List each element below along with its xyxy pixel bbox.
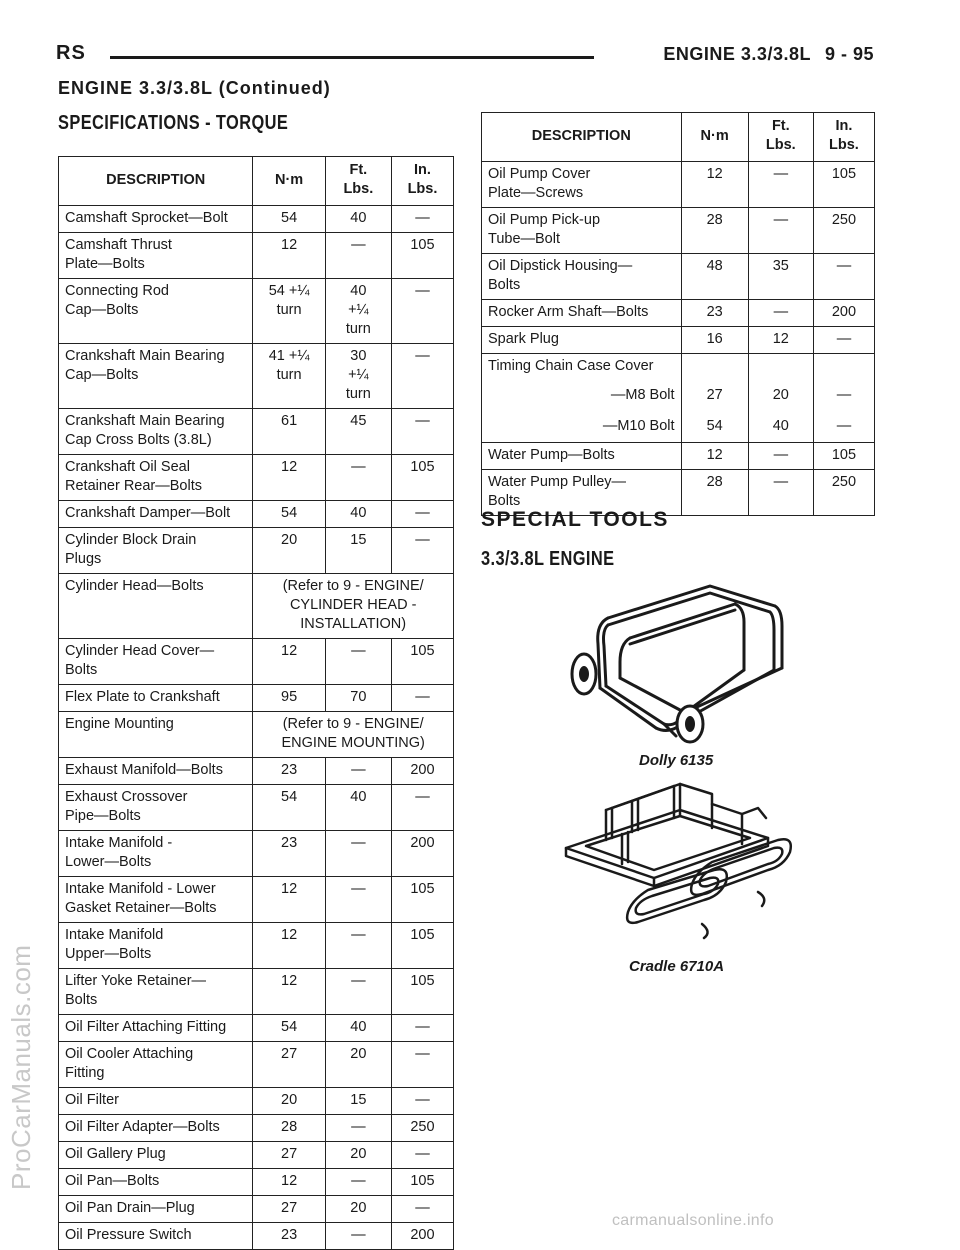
row-description: Oil Pan Drain—Plug [59, 1196, 253, 1223]
row-nm [681, 354, 748, 381]
row-description: Intake Manifold - Lower Gasket Retainer—Bolts [59, 877, 253, 923]
table-row [482, 354, 875, 381]
row-nm: 54 [681, 411, 748, 443]
table-row [59, 409, 454, 455]
row-ft-lbs: — [325, 455, 391, 501]
row-ft-lbs: — [748, 162, 813, 208]
table-row [59, 455, 454, 501]
row-ft-lbs: — [748, 470, 813, 516]
table-header-row [482, 113, 875, 162]
row-nm: 27 [253, 1142, 325, 1169]
row-ft-lbs: 12 [748, 327, 813, 354]
row-description: Camshaft Sprocket—Bolt [59, 206, 253, 233]
row-nm: 23 [681, 300, 748, 327]
row-description: —M8 Bolt [482, 380, 682, 411]
row-description: Lifter Yoke Retainer— Bolts [59, 969, 253, 1015]
row-in-lbs: 105 [391, 877, 453, 923]
row-ft-lbs: — [325, 758, 391, 785]
row-ft-lbs: — [748, 300, 813, 327]
row-in-lbs: — [391, 206, 453, 233]
row-in-lbs: — [813, 254, 874, 300]
row-in-lbs: — [391, 1088, 453, 1115]
row-in-lbs: 250 [391, 1115, 453, 1142]
row-in-lbs: 105 [391, 923, 453, 969]
row-description: Oil Filter Adapter—Bolts [59, 1115, 253, 1142]
torque-table-right [481, 112, 875, 516]
row-description: Spark Plug [482, 327, 682, 354]
row-description: —M10 Bolt [482, 411, 682, 443]
row-description: Crankshaft Oil Seal Retainer Rear—Bolts [59, 455, 253, 501]
row-description: Cylinder Head—Bolts [59, 574, 253, 639]
row-description: Intake Manifold Upper—Bolts [59, 923, 253, 969]
row-in-lbs: — [391, 1042, 453, 1088]
cradle-illustration-icon [562, 774, 802, 946]
row-ft-lbs: — [325, 923, 391, 969]
tool-caption: Cradle 6710A [629, 958, 725, 975]
col-description: DESCRIPTION [59, 157, 253, 206]
row-ft-lbs: — [325, 1169, 391, 1196]
row-description: Connecting Rod Cap—Bolts [59, 279, 253, 344]
torque-table-left [58, 156, 454, 1250]
col-ft-lbs: Ft. Lbs. [748, 113, 813, 162]
row-nm: 95 [253, 685, 325, 712]
table-header-row [59, 157, 454, 206]
table-row [482, 162, 875, 208]
row-nm: 61 [253, 409, 325, 455]
row-description: Intake Manifold - Lower—Bolts [59, 831, 253, 877]
row-in-lbs: 250 [813, 208, 874, 254]
row-nm: 12 [253, 455, 325, 501]
table-row [59, 1088, 454, 1115]
row-ft-lbs: — [325, 639, 391, 685]
row-in-lbs: — [391, 279, 453, 344]
table-row [482, 300, 875, 327]
row-description: Flex Plate to Crankshaft [59, 685, 253, 712]
engine-subtitle: 3.3/3.8L ENGINE [481, 548, 615, 570]
row-description: Cylinder Head Cover— Bolts [59, 639, 253, 685]
row-ft-lbs: 40 [325, 206, 391, 233]
continued-heading: ENGINE 3.3/3.8L (Continued) [58, 78, 331, 98]
row-ft-lbs: 40 [325, 1015, 391, 1042]
row-description: Oil Gallery Plug [59, 1142, 253, 1169]
row-ft-lbs: — [325, 877, 391, 923]
row-description: Oil Dipstick Housing— Bolts [482, 254, 682, 300]
row-nm: 48 [681, 254, 748, 300]
table-row [59, 574, 454, 639]
page-number: 9 - 95 [824, 44, 874, 64]
table-row [59, 969, 454, 1015]
row-in-lbs: — [391, 344, 453, 409]
table-row [59, 831, 454, 877]
row-description: Oil Filter Attaching Fitting [59, 1015, 253, 1042]
row-nm: 27 [681, 380, 748, 411]
row-in-lbs: 105 [813, 443, 874, 470]
col-in-lbs: In. Lbs. [813, 113, 874, 162]
table-row [59, 785, 454, 831]
row-ft-lbs: — [748, 443, 813, 470]
col-nm: N·m [681, 113, 748, 162]
row-nm: 20 [253, 528, 325, 574]
row-in-lbs: — [391, 501, 453, 528]
row-description: Oil Pressure Switch [59, 1223, 253, 1250]
row-nm: 54 [253, 785, 325, 831]
row-description: Oil Filter [59, 1088, 253, 1115]
row-description: Water Pump—Bolts [482, 443, 682, 470]
table-row [59, 1196, 454, 1223]
row-in-lbs: — [391, 528, 453, 574]
row-nm: 27 [253, 1042, 325, 1088]
row-nm: 23 [253, 1223, 325, 1250]
table-row [59, 712, 454, 758]
row-description: Crankshaft Damper—Bolt [59, 501, 253, 528]
row-ft-lbs: — [325, 1115, 391, 1142]
row-nm: 54 [253, 1015, 325, 1042]
tool-caption: Dolly 6135 [639, 752, 714, 769]
header-left-code: RS [56, 42, 86, 64]
dolly-illustration-icon [560, 578, 800, 750]
col-ft-lbs: Ft. Lbs. [325, 157, 391, 206]
table-row [482, 443, 875, 470]
table-row [59, 877, 454, 923]
row-ft-lbs: 40 [748, 411, 813, 443]
row-in-lbs: 105 [391, 639, 453, 685]
row-in-lbs: — [391, 685, 453, 712]
row-nm: 54 [253, 206, 325, 233]
table-row [59, 233, 454, 279]
row-description: Exhaust Crossover Pipe—Bolts [59, 785, 253, 831]
row-ft-lbs: 40 [325, 501, 391, 528]
row-nm: 12 [253, 233, 325, 279]
row-in-lbs: — [813, 411, 874, 443]
table-row [59, 1115, 454, 1142]
row-ft-lbs [748, 354, 813, 381]
row-reference-note: (Refer to 9 - ENGINE/ ENGINE MOUNTING) [253, 712, 454, 758]
row-nm: 27 [253, 1196, 325, 1223]
table-row [59, 1169, 454, 1196]
row-in-lbs: 200 [391, 1223, 453, 1250]
table-row [59, 758, 454, 785]
row-ft-lbs: 15 [325, 1088, 391, 1115]
row-nm: 23 [253, 831, 325, 877]
row-nm: 12 [253, 1169, 325, 1196]
table-row [59, 685, 454, 712]
row-ft-lbs: 40 [325, 785, 391, 831]
row-ft-lbs: — [325, 233, 391, 279]
row-ft-lbs: 45 [325, 409, 391, 455]
row-nm: 54 +¼ turn [253, 279, 325, 344]
row-description: Camshaft Thrust Plate—Bolts [59, 233, 253, 279]
side-watermark: ProCarManuals.com [6, 944, 36, 1190]
row-in-lbs: — [391, 785, 453, 831]
col-in-lbs: In. Lbs. [391, 157, 453, 206]
row-description: Exhaust Manifold—Bolts [59, 758, 253, 785]
row-in-lbs: 200 [391, 831, 453, 877]
row-nm: 16 [681, 327, 748, 354]
row-in-lbs: 105 [391, 969, 453, 1015]
row-nm: 54 [253, 501, 325, 528]
table-row [59, 501, 454, 528]
table-row [482, 380, 875, 411]
row-nm: 12 [681, 162, 748, 208]
row-nm: 12 [253, 639, 325, 685]
row-ft-lbs: 15 [325, 528, 391, 574]
row-description: Cylinder Block Drain Plugs [59, 528, 253, 574]
page-header [56, 42, 874, 70]
row-ft-lbs: 20 [325, 1142, 391, 1169]
row-in-lbs: 105 [391, 455, 453, 501]
row-nm: 12 [253, 969, 325, 1015]
row-in-lbs: 105 [391, 1169, 453, 1196]
table-row [59, 639, 454, 685]
row-in-lbs [813, 354, 874, 381]
table-row [59, 1142, 454, 1169]
row-nm: 20 [253, 1088, 325, 1115]
row-ft-lbs: — [748, 208, 813, 254]
table-row [59, 1015, 454, 1042]
table-row [59, 1042, 454, 1088]
row-description: Oil Cooler Attaching Fitting [59, 1042, 253, 1088]
row-in-lbs: — [813, 327, 874, 354]
table-row [59, 1223, 454, 1250]
row-ft-lbs: 70 [325, 685, 391, 712]
table-row [59, 279, 454, 344]
row-in-lbs: — [813, 380, 874, 411]
row-ft-lbs: — [325, 831, 391, 877]
row-nm: 28 [681, 208, 748, 254]
row-ft-lbs: 20 [748, 380, 813, 411]
row-in-lbs: 250 [813, 470, 874, 516]
row-in-lbs: 105 [391, 233, 453, 279]
col-description: DESCRIPTION [482, 113, 682, 162]
table-row [59, 344, 454, 409]
row-ft-lbs: 30 +¼ turn [325, 344, 391, 409]
row-nm: 28 [253, 1115, 325, 1142]
header-rule [110, 56, 594, 59]
special-tools-title: SPECIAL TOOLS [481, 508, 669, 531]
row-nm: 12 [253, 923, 325, 969]
header-section-title: ENGINE 3.3/3.8L [663, 44, 811, 64]
row-nm: 41 +¼ turn [253, 344, 325, 409]
row-ft-lbs: 20 [325, 1196, 391, 1223]
row-in-lbs: — [391, 1142, 453, 1169]
row-description: Crankshaft Main Bearing Cap—Bolts [59, 344, 253, 409]
table-row [482, 411, 875, 443]
row-description: Oil Pan—Bolts [59, 1169, 253, 1196]
row-ft-lbs: — [325, 1223, 391, 1250]
row-description: Rocker Arm Shaft—Bolts [482, 300, 682, 327]
row-nm: 23 [253, 758, 325, 785]
row-group-title: Timing Chain Case Cover [482, 354, 682, 381]
table-row [59, 923, 454, 969]
table-row [482, 254, 875, 300]
row-reference-note: (Refer to 9 - ENGINE/ CYLINDER HEAD - INSTALLATION) [253, 574, 454, 639]
row-in-lbs: — [391, 1196, 453, 1223]
row-nm: 12 [253, 877, 325, 923]
header-right [663, 44, 874, 65]
table-row [482, 208, 875, 254]
row-description: Oil Pump Cover Plate—Screws [482, 162, 682, 208]
row-ft-lbs: 40 +¼ turn [325, 279, 391, 344]
table-row [59, 528, 454, 574]
row-in-lbs: — [391, 1015, 453, 1042]
row-nm: 28 [681, 470, 748, 516]
row-ft-lbs: 35 [748, 254, 813, 300]
row-description: Engine Mounting [59, 712, 253, 758]
row-in-lbs: 200 [391, 758, 453, 785]
row-in-lbs: — [391, 409, 453, 455]
row-in-lbs: 200 [813, 300, 874, 327]
row-in-lbs: 105 [813, 162, 874, 208]
col-nm: N·m [253, 157, 325, 206]
table-row [59, 206, 454, 233]
row-ft-lbs: 20 [325, 1042, 391, 1088]
table-row [482, 327, 875, 354]
row-description: Oil Pump Pick-up Tube—Bolt [482, 208, 682, 254]
row-nm: 12 [681, 443, 748, 470]
section-title: SPECIFICATIONS - TORQUE [58, 112, 289, 134]
footer-watermark: carmanualsonline.info [612, 1212, 774, 1229]
row-description: Crankshaft Main Bearing Cap Cross Bolts (3.8L) [59, 409, 253, 455]
row-ft-lbs: — [325, 969, 391, 1015]
row-description: Water Pump Pulley— Bolts [482, 470, 682, 516]
